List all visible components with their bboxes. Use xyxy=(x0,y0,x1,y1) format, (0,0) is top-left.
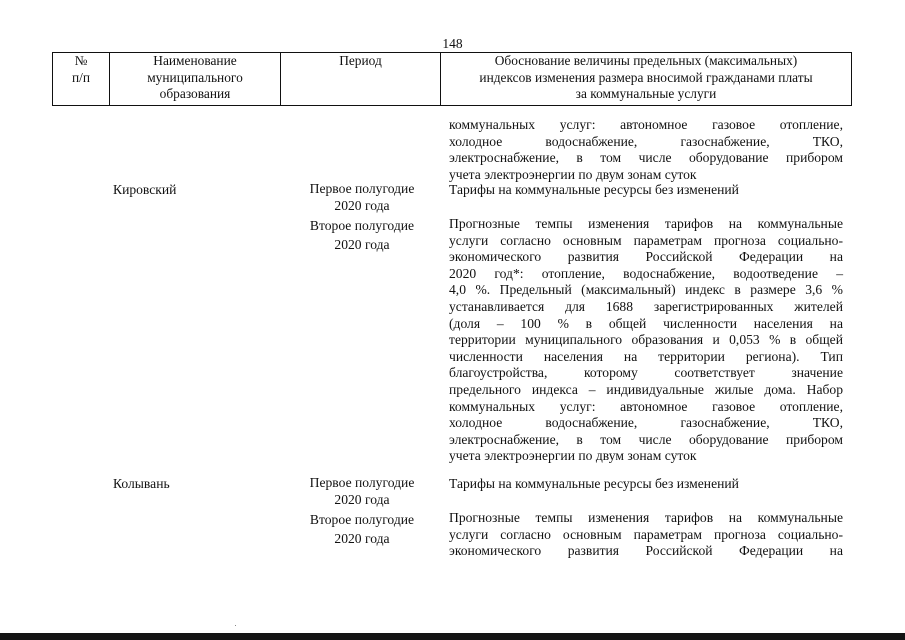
period-line: Второе полугодие xyxy=(309,512,415,527)
header-number-line1: № xyxy=(74,53,88,68)
header-name-cell xyxy=(110,53,280,105)
header-name-line2: муниципального xyxy=(147,69,243,85)
text-line: экономического развития Российской Федерации на xyxy=(449,249,843,265)
text-line: предельного индекса – индивидуальные жилые дома. Набор xyxy=(449,381,843,397)
text-line: Прогнозные темпы изменения тарифов на коммунальные xyxy=(449,510,843,525)
period-line: Первое полугодие xyxy=(309,475,415,490)
text-line: 2020 год*: отопление, водоснабжение, водоотведение – xyxy=(449,265,843,281)
period-line: 2020 года xyxy=(334,531,390,546)
header-basis-line3: за коммунальные услуги xyxy=(575,86,717,101)
page-number: 148 xyxy=(442,36,463,51)
text-line: коммунальных услуг: автономное газовое отопление, xyxy=(449,398,843,414)
text-line: 4,0 %. Предельный (максимальный) индекс в размере 3,6 % xyxy=(449,282,843,298)
text-line: Тарифы на коммунальные ресурсы без изменений xyxy=(449,182,739,197)
scan-bottom-edge xyxy=(0,633,905,640)
header-basis-line1: Обоснование величины предельных (максимальных) xyxy=(494,53,798,68)
period-line: 2020 года xyxy=(334,198,390,213)
period-first-half xyxy=(292,474,432,508)
text-line: коммунальных услуг: автономное газовое отопление, xyxy=(449,117,843,132)
header-basis-line2: индексов изменения размера вносимой гражданами платы xyxy=(479,69,813,85)
period-first-half xyxy=(292,180,432,214)
header-name-line1: Наименование xyxy=(153,53,237,68)
period-second-half xyxy=(292,216,432,254)
continuation-text xyxy=(449,117,843,183)
text-line: холодное водоснабжение, газоснабжение, ТКО, xyxy=(449,415,843,431)
scan-speck xyxy=(235,625,236,626)
text-line: электроснабжение, в том числе оборудование прибором xyxy=(449,431,843,447)
header-period: Период xyxy=(339,53,382,68)
period-second-half xyxy=(292,510,432,548)
municipality-name: Колывань xyxy=(113,476,170,491)
forecast-text xyxy=(449,216,843,465)
text-line: (доля – 100 % в общей численности населения на xyxy=(449,315,843,331)
header-basis-cell xyxy=(441,53,851,105)
period-line: 2020 года xyxy=(334,492,390,507)
municipality-name: Кировский xyxy=(113,182,177,197)
text-line: учета электроэнергии по двум зонам суток xyxy=(449,448,697,464)
text-line: территории муниципального образования и 0,053 % в общей xyxy=(449,332,843,348)
text-line: Прогнозные темпы изменения тарифов на коммунальные xyxy=(449,216,843,231)
text-line: благоустройства, которому соответствует значение xyxy=(449,365,843,381)
text-line: учета электроэнергии по двум зонам суток xyxy=(449,166,697,182)
tariff-no-change-text xyxy=(449,476,843,493)
table-header xyxy=(52,52,852,106)
period-line: Первое полугодие xyxy=(309,181,415,196)
text-line: электроснабжение, в том числе оборудование прибором xyxy=(449,150,843,166)
text-line: услуги согласно основным параметрам прогноза социально- xyxy=(449,232,843,248)
text-line: устанавливается для 1688 зарегистрированных жителей xyxy=(449,298,843,314)
text-line: численности населения на территории региона). Тип xyxy=(449,348,843,364)
header-name-line3: образования xyxy=(159,86,231,101)
text-line: холодное водоснабжение, газоснабжение, ТКО, xyxy=(449,133,843,149)
text-line: экономического развития Российской Федерации на xyxy=(449,543,843,559)
header-period-cell xyxy=(281,53,440,105)
tariff-no-change-text xyxy=(449,182,843,199)
text-line: Тарифы на коммунальные ресурсы без изменений xyxy=(449,476,739,491)
forecast-text xyxy=(449,510,843,560)
header-number-line2: п/п xyxy=(71,69,91,85)
period-line: 2020 года xyxy=(334,237,390,252)
text-line: услуги согласно основным параметрам прогноза социально- xyxy=(449,526,843,542)
header-number-cell xyxy=(53,53,109,105)
period-line: Второе полугодие xyxy=(309,218,415,233)
